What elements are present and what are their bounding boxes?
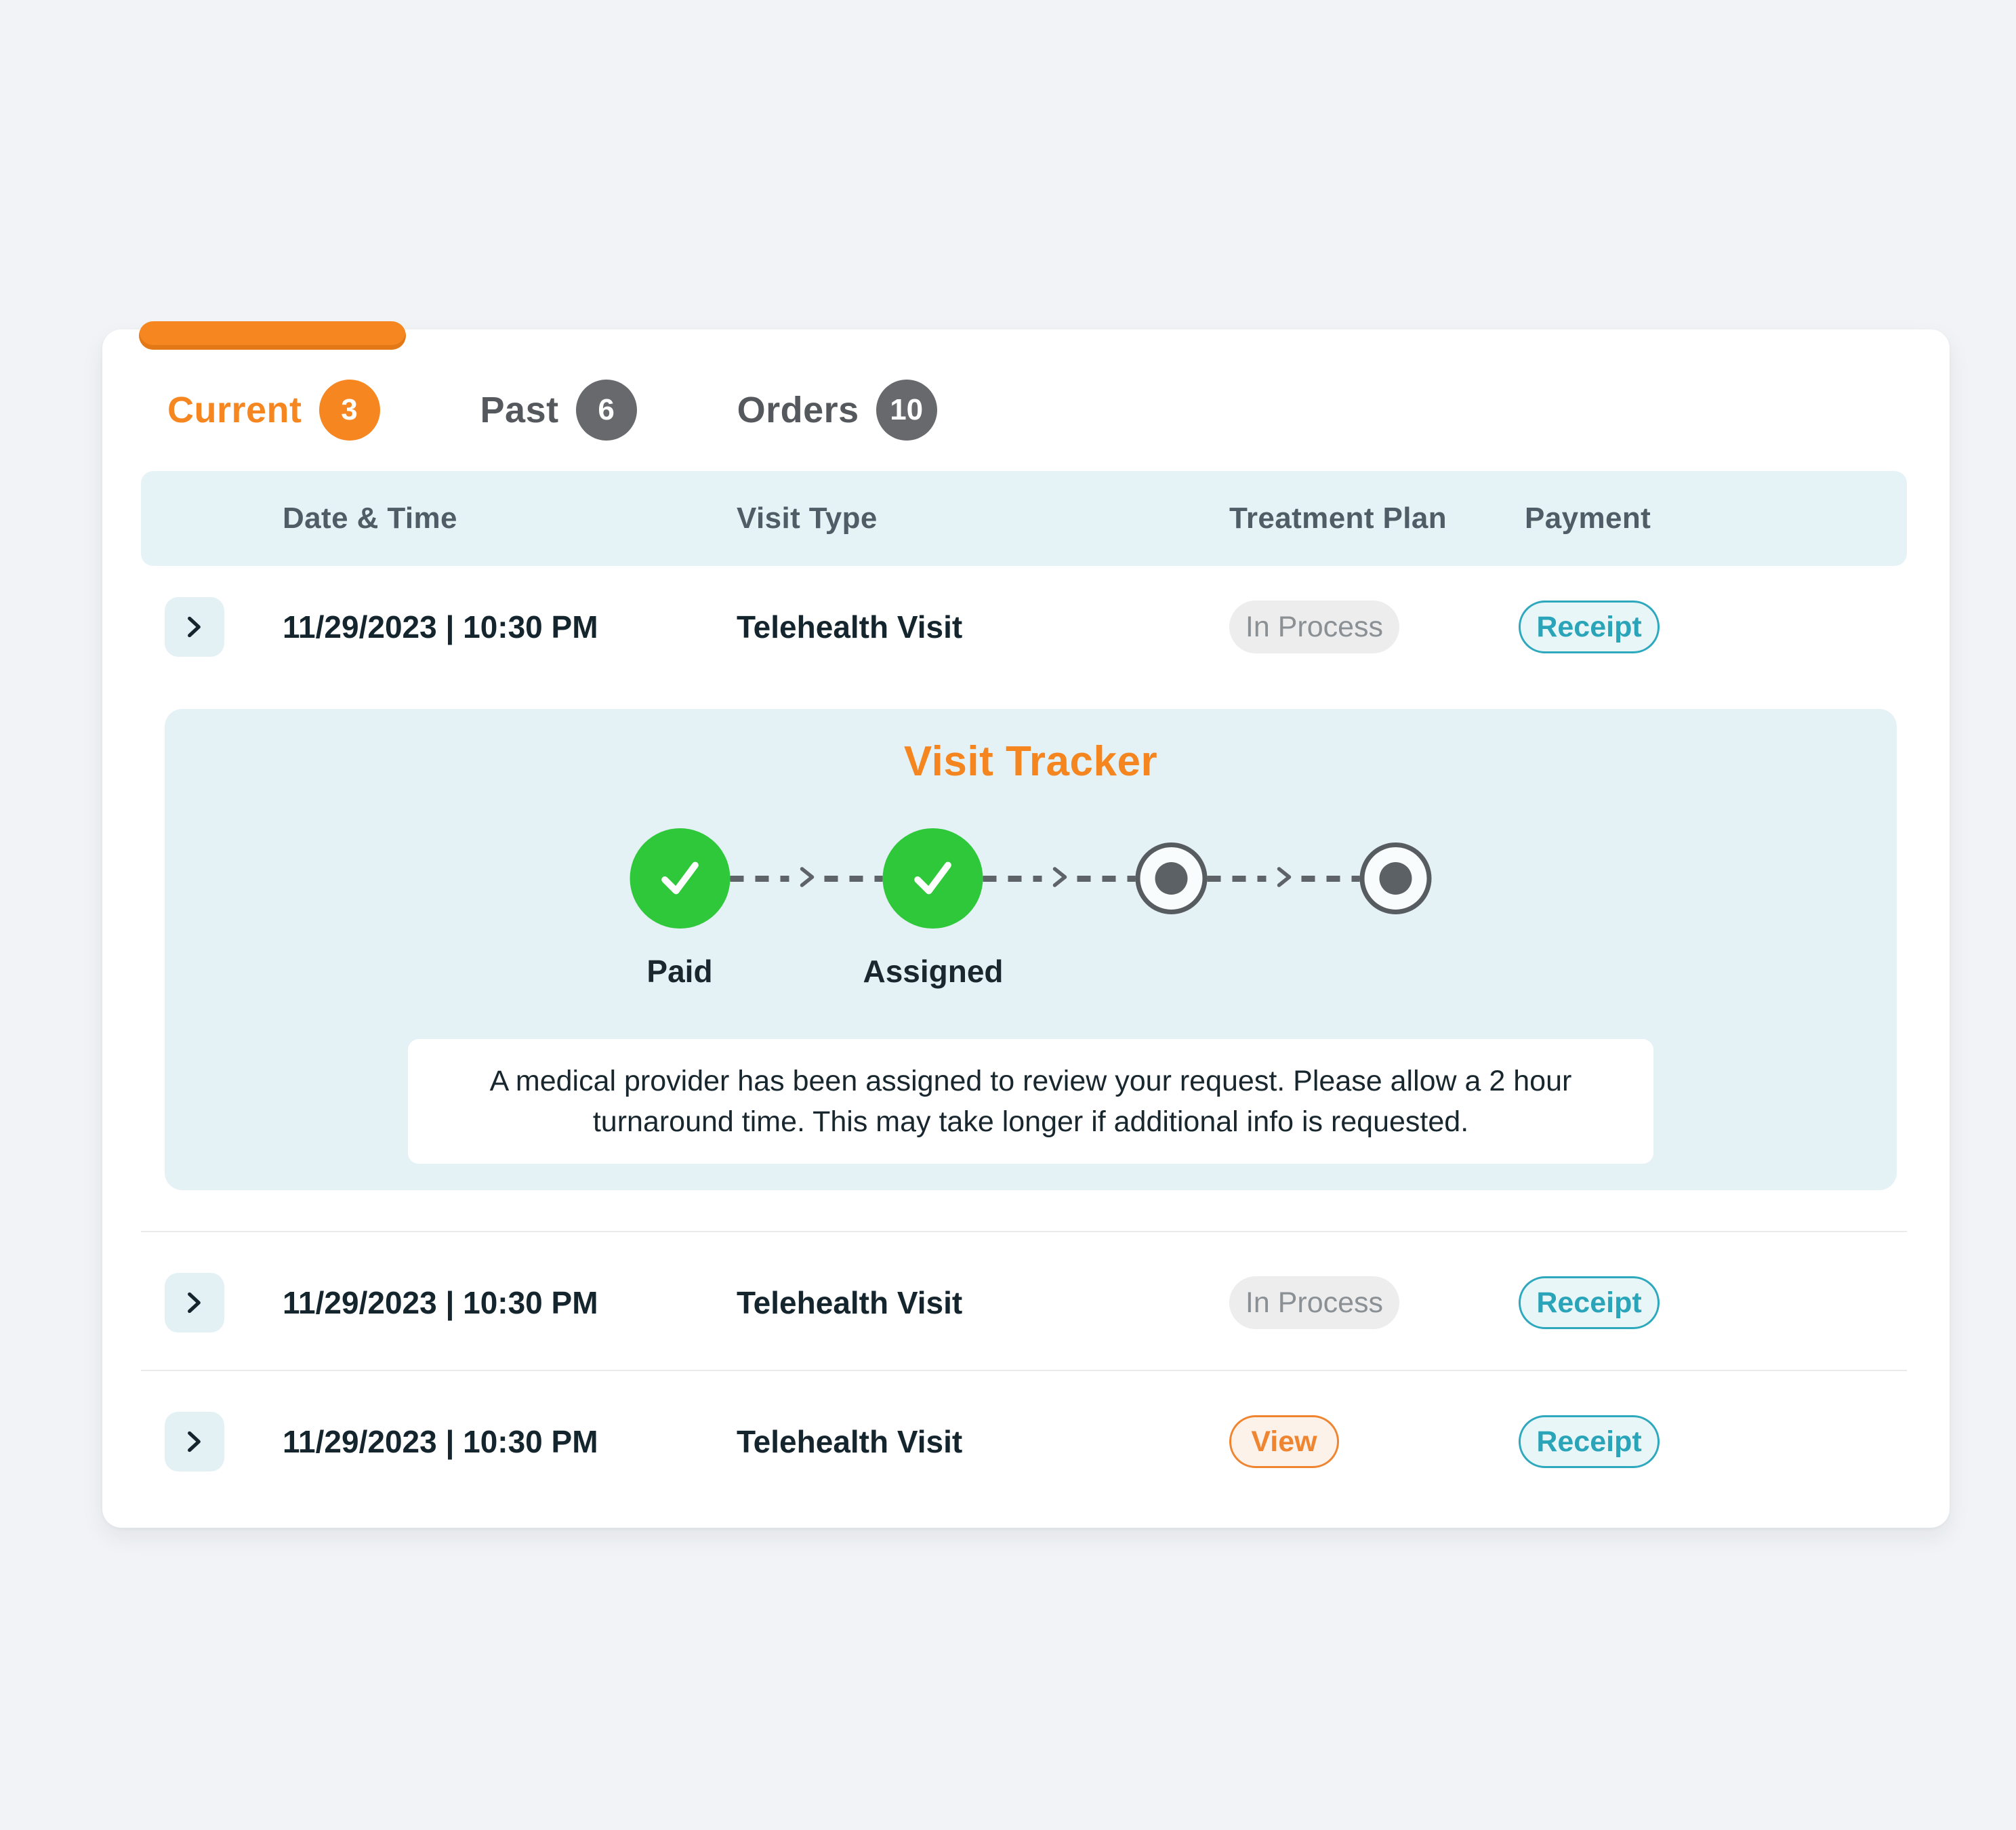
chevron-right-icon <box>179 1287 210 1318</box>
pending-dot-icon <box>1380 862 1412 895</box>
tab-past[interactable] <box>480 380 637 441</box>
visit-type: Telehealth Visit <box>737 1285 963 1320</box>
header-visit-type: Visit Type <box>737 502 878 535</box>
view-treatment-button[interactable]: View <box>1229 1415 1339 1468</box>
header-payment: Payment <box>1525 502 1651 535</box>
visit-date-time: 11/29/2023 | 10:30 PM <box>283 609 598 645</box>
dashed-line <box>731 876 789 882</box>
receipt-button-3[interactable]: Receipt <box>1519 1415 1660 1468</box>
visit-type: Telehealth Visit <box>737 609 963 645</box>
header-treatment-plan: Treatment Plan <box>1229 502 1447 535</box>
tab-current-label: Current <box>167 390 302 430</box>
stepper-labels <box>165 953 1897 994</box>
visit-row-1[interactable] <box>102 578 1950 676</box>
row-divider <box>141 1231 1907 1232</box>
arrow-right-icon <box>1271 862 1296 895</box>
tab-past-label: Past <box>480 390 559 430</box>
treatment-status-pill: In Process <box>1229 601 1399 653</box>
chevron-right-icon <box>179 611 210 643</box>
active-tab-indicator <box>139 321 406 350</box>
visit-row-3[interactable] <box>102 1393 1950 1490</box>
step-label-assigned: Assigned <box>863 954 1004 989</box>
stepper-connector <box>1208 862 1360 895</box>
visit-type: Telehealth Visit <box>737 1424 963 1459</box>
dashed-line <box>1208 876 1267 882</box>
dashed-line <box>1077 876 1136 882</box>
tab-past-count-badge: 6 <box>576 380 637 441</box>
chevron-right-icon <box>179 1426 210 1457</box>
tab-current-count-badge: 3 <box>319 380 380 441</box>
dashed-line <box>824 876 883 882</box>
expand-chevron-button-2[interactable] <box>165 1273 224 1333</box>
tab-orders[interactable] <box>737 380 937 441</box>
expand-chevron-button-3[interactable] <box>165 1412 224 1471</box>
dashed-line <box>1301 876 1360 882</box>
step-label-paid: Paid <box>646 954 713 989</box>
visit-tracker-title: Visit Tracker <box>903 738 1158 785</box>
tab-current[interactable] <box>167 380 380 441</box>
arrow-right-icon <box>1047 862 1071 895</box>
tab-orders-label: Orders <box>737 390 859 430</box>
dashed-line <box>983 876 1042 882</box>
visit-tracker-panel <box>165 709 1897 1190</box>
step-assigned-complete-icon <box>883 828 983 929</box>
header-date-time: Date & Time <box>283 502 457 535</box>
row-divider <box>141 1370 1907 1371</box>
step-3-pending-icon <box>1136 842 1208 914</box>
check-icon <box>654 851 707 907</box>
receipt-button-2[interactable]: Receipt <box>1519 1276 1660 1329</box>
visit-tracker-stepper <box>630 828 1432 929</box>
visit-date-time: 11/29/2023 | 10:30 PM <box>283 1424 598 1459</box>
visits-card <box>102 329 1950 1528</box>
stepper-connector <box>731 862 883 895</box>
expand-chevron-button-1[interactable] <box>165 597 224 657</box>
table-header <box>141 471 1907 566</box>
receipt-button-1[interactable]: Receipt <box>1519 601 1660 653</box>
arrow-right-icon <box>794 862 819 895</box>
stepper-connector <box>983 862 1136 895</box>
visit-date-time: 11/29/2023 | 10:30 PM <box>283 1285 598 1320</box>
treatment-status-pill: In Process <box>1229 1276 1399 1329</box>
pending-dot-icon <box>1155 862 1188 895</box>
tracker-status-message: A medical provider has been assigned to review your request. Please allow a 2 hour turnaround time. This may take longer if additional info is requested. <box>408 1039 1653 1164</box>
tabs-bar <box>167 380 937 441</box>
check-icon <box>907 851 960 907</box>
tab-orders-count-badge: 10 <box>876 380 937 441</box>
step-paid-complete-icon <box>630 828 731 929</box>
step-4-pending-icon <box>1360 842 1432 914</box>
visit-row-2[interactable] <box>102 1254 1950 1351</box>
